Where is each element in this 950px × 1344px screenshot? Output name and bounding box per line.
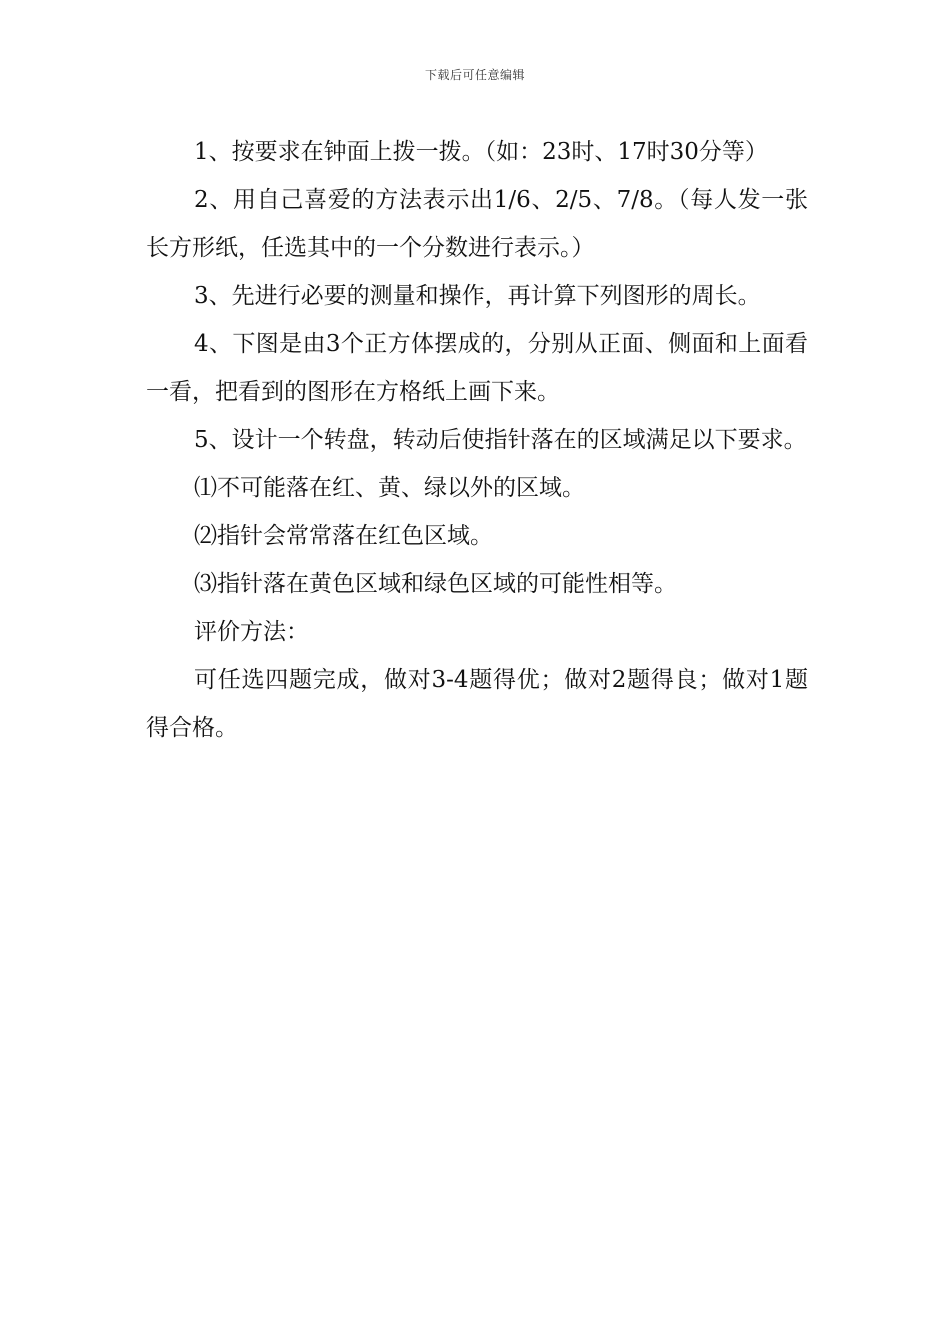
task-3-paragraph: 3、先进行必要的测量和操作，再计算下列图形的周长。 (194, 283, 761, 309)
task-4-paragraph: 4、下图是由3个正方体摆成的，分别从正面、侧面和上面看一看，把看到的图形在方格纸上画下来。 (146, 331, 808, 405)
evaluation-paragraph: 可任选四题完成，做对3-4题得优；做对2题得良；做对1题得合格。 (146, 667, 808, 741)
requirement-2-paragraph: ⑵指针会常常落在红色区域。 (194, 523, 493, 549)
task-1-paragraph: 1、按要求在钟面上拨一拨。（如：23时、17时30分等） (194, 139, 768, 165)
page-header: 下载后可任意编辑 (424, 68, 525, 82)
document-body (146, 128, 808, 752)
evaluation-heading: 评价方法： (194, 619, 309, 645)
task-2-paragraph: 2、用自己喜爱的方法表示出1/6、2/5、7/8。（每人发一张长方形纸，任选其中的一个分数进行表示。） (146, 187, 808, 261)
requirement-1-paragraph: ⑴不可能落在红、黄、绿以外的区域。 (194, 475, 585, 501)
requirement-3-paragraph: ⑶指针落在黄色区域和绿色区域的可能性相等。 (194, 571, 677, 597)
task-5-paragraph: 5、设计一个转盘，转动后使指针落在的区域满足以下要求。 (194, 427, 807, 453)
